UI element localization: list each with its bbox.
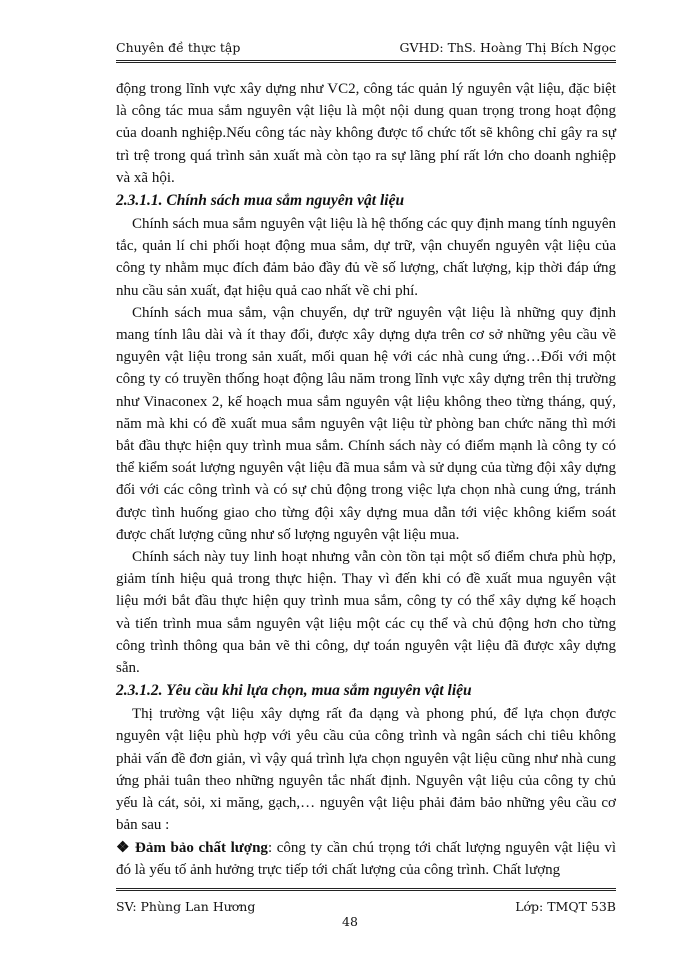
document-body bbox=[116, 78, 616, 881]
footer-left: SV: Phùng Lan Hương bbox=[116, 899, 256, 914]
paragraph: Chính sách mua sắm nguyên vật liệu là hệ thống các quy định mang tính nguyên tắc, quản lí chi phối hoạt động mua sắm, dự trữ, vận chuyển nguyên vật liệu của công ty nhằm mục đích đảm bảo đầy đủ về số lượng, chất lượng, kịp thời đáp ứng nhu cầu sản xuất, đạt hiệu quả cao nhất về chi phí. bbox=[116, 216, 616, 299]
page-header bbox=[116, 38, 616, 63]
section-heading: 2.3.1.1. Chính sách mua sắm nguyên vật liệu bbox=[116, 192, 405, 210]
page-footer bbox=[116, 888, 616, 913]
footer-right: Lớp: TMQT 53B bbox=[515, 899, 616, 914]
header-right: GVHD: ThS. Hoàng Thị Bích Ngọc bbox=[399, 40, 616, 55]
header-left: Chuyên đề thực tập bbox=[116, 40, 241, 55]
bullet-text: : công ty cần chú trọng tới chất lượng nguyên vật liệu vì đó là yếu tố ảnh hưởng trực tiếp tới chất lượng của công trình. Chất lượng bbox=[116, 839, 616, 878]
section-heading: 2.3.1.2. Yêu cầu khi lựa chọn, mua sắm nguyên vật liệu bbox=[116, 682, 472, 700]
bullet-label: ❖ Đảm bảo chất lượng bbox=[116, 839, 268, 856]
paragraph: Chính sách mua sắm, vận chuyển, dự trữ nguyên vật liệu là những quy định mang tính lâu dài và ít thay đổi, được xây dựng dựa trên cơ sở những yêu cầu về nguyên vật liệu trong sản xuất, mối quan hệ với các nhà cung ứng…Đối với một công ty có truyền thống hoạt động lâu năm trong lĩnh vực xây dựng trên thị trường như Vinaconex 2, kế hoạch mua sắm nguyên vật liệu không theo từng tháng, quý, năm mà khi có đề xuất mua sắm nguyên vật liệu từ phòng ban chức năng thì mới bắt đầu thực hiện quy trình mua sắm. Chính sách này có điểm mạnh là công ty có thể kiểm soát lượng nguyên vật liệu đã mua sắm và sử dụng của từng đội xây dựng đối với các công trình và có sự chủ động trong việc lựa chọn nhà cung ứng, tránh được tình huống giao cho từng đội xây dựng mua dẫn tới việc không kiểm soát được chất lượng cũng như số lượng nguyên vật liệu mua. bbox=[116, 304, 616, 543]
bullet-paragraph bbox=[116, 837, 616, 881]
paragraph: động trong lĩnh vực xây dựng như VC2, công tác quản lý nguyên vật liệu, đặc biệt là công tác mua sắm nguyên vật liệu là một nội dung quan trọng trong hoạt động của doanh nghiệp.Nếu công tác này không được tổ chức tốt sẽ không chỉ gây ra sự trì trệ trong quá trình sản xuất mà còn tạo ra sự lãng phí rất lớn cho doanh nghiệp và xã hội. bbox=[116, 81, 616, 186]
paragraph: Thị trường vật liệu xây dựng rất đa dạng và phong phú, để lựa chọn được nguyên vật liệu phù hợp với yêu cầu của công trình và ngân sách chi tiêu không phải vấn đề đơn giản, vì vậy quá trình lựa chọn nguyên vật liệu cũng như nhà cung ứng phải tuân theo những nguyên tắc nhất định. Nguyên vật liệu của công ty chủ yếu là cát, sỏi, xi măng, gạch,… nguyên vật liệu phải đảm bảo những yêu cầu cơ bản sau : bbox=[116, 706, 616, 834]
page-number: 48 bbox=[342, 914, 358, 929]
paragraph: Chính sách này tuy linh hoạt nhưng vẫn còn tồn tại một số điểm chưa phù hợp, giảm tính hiệu quả trong thực hiện. Thay vì đến khi có đề xuất mua nguyên vật liệu mới bắt đầu thực hiện quy trình mua sắm, công ty có thể xây dựng kế hoạch và tiến trình mua sắm nguyên vật liệu một các cụ thể và chủ động hơn cho từng công trình thông qua bản vẽ thi công, dự toán nguyên vật liệu đã được xây dựng sẵn. bbox=[116, 549, 616, 677]
